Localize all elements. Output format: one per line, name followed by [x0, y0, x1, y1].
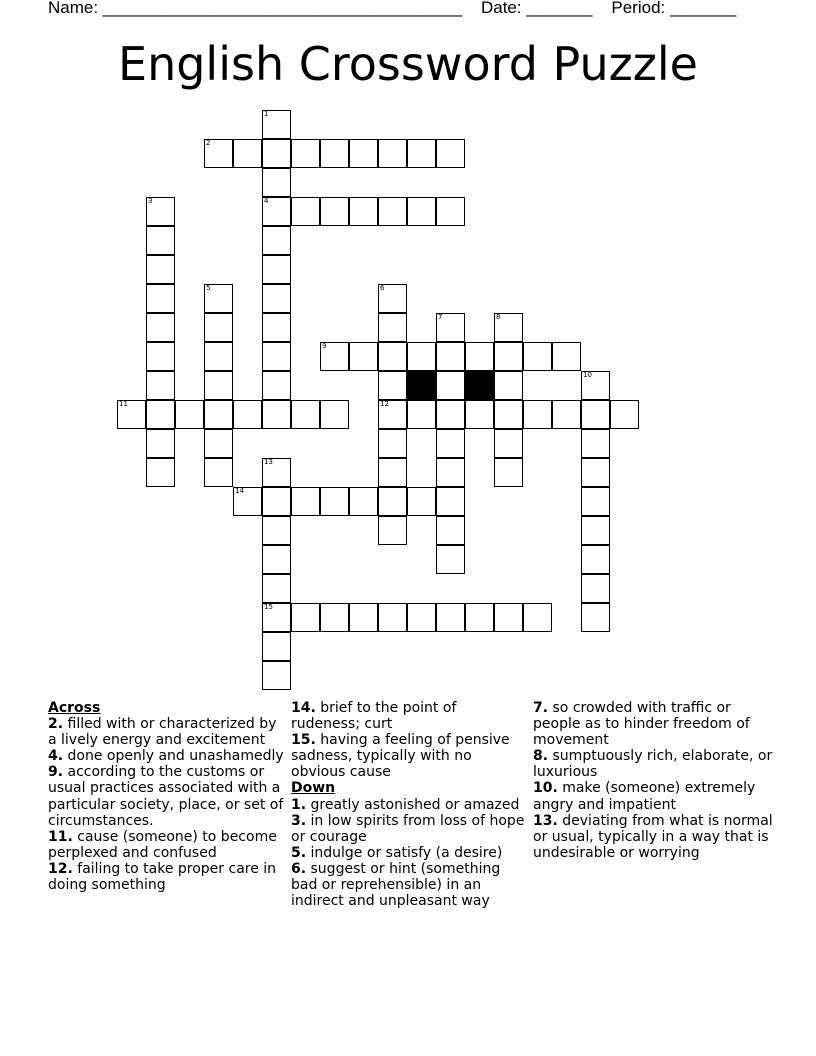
grid-cell[interactable]	[262, 632, 291, 661]
grid-cell[interactable]	[581, 458, 610, 487]
grid-cell[interactable]	[407, 197, 436, 226]
grid-cell[interactable]	[262, 458, 291, 487]
grid-cell[interactable]	[262, 139, 291, 168]
grid-cell[interactable]	[436, 400, 465, 429]
grid-cell[interactable]	[262, 574, 291, 603]
clue-number: 4	[264, 197, 269, 205]
grid-cell[interactable]	[320, 487, 349, 516]
grid-cell[interactable]	[465, 400, 494, 429]
grid-cell[interactable]	[349, 342, 378, 371]
grid-cell[interactable]	[378, 487, 407, 516]
grid-cell[interactable]	[494, 342, 523, 371]
grid-cell[interactable]	[407, 487, 436, 516]
grid-cell[interactable]	[262, 603, 291, 632]
grid-cell[interactable]	[262, 516, 291, 545]
grid-cell[interactable]	[581, 429, 610, 458]
page-title: English Crossword Puzzle	[118, 37, 698, 91]
clue-down-13: 13. deviating from what is normal or usual, typically in a way that is undesirable or worrying	[533, 812, 773, 861]
clue-across-15: 15. having a feeling of pensive sadness, typically with no obvious cause	[291, 732, 510, 781]
grid-cell[interactable]	[146, 371, 175, 400]
grid-cell[interactable]	[378, 313, 407, 342]
clue-column-1	[48, 700, 286, 893]
grid-cell[interactable]	[349, 197, 378, 226]
clue-down-10: 10. make (someone) extremely angry and impatient	[533, 780, 756, 813]
grid-cell[interactable]	[262, 545, 291, 574]
grid-cell[interactable]	[436, 603, 465, 632]
grid-cell[interactable]	[378, 284, 407, 313]
clue-across-4: 4. done openly and unashamedly	[48, 748, 284, 765]
grid-cell[interactable]	[349, 487, 378, 516]
grid-cell[interactable]	[146, 226, 175, 255]
across-heading: Across	[48, 700, 101, 716]
clue-down-5: 5. indulge or satisfy (a desire)	[291, 844, 503, 861]
clue-number: 15	[264, 603, 273, 611]
grid-cell[interactable]	[581, 400, 610, 429]
grid-cell[interactable]	[494, 429, 523, 458]
clue-number: 5	[206, 284, 211, 292]
clue-number: 7	[438, 313, 443, 321]
grid-cell[interactable]	[581, 545, 610, 574]
clue-number: 6	[380, 284, 385, 292]
grid-cell[interactable]	[494, 371, 523, 400]
grid-cell[interactable]	[320, 603, 349, 632]
grid-cell[interactable]	[552, 400, 581, 429]
grid-cell[interactable]	[378, 429, 407, 458]
black-cell	[465, 371, 494, 400]
clue-down-8: 8. sumptuously rich, elaborate, or luxurious	[533, 748, 773, 781]
grid-cell[interactable]	[581, 371, 610, 400]
grid-cell[interactable]	[407, 139, 436, 168]
grid-cell[interactable]	[320, 400, 349, 429]
grid-cell[interactable]	[349, 603, 378, 632]
grid-cell[interactable]	[436, 458, 465, 487]
grid-cell[interactable]	[291, 197, 320, 226]
grid-cell[interactable]	[436, 545, 465, 574]
grid-cell[interactable]	[465, 603, 494, 632]
clue-number: 9	[322, 342, 327, 350]
grid-cell[interactable]	[610, 400, 639, 429]
clue-column-3	[533, 700, 773, 861]
grid-cell[interactable]	[204, 139, 233, 168]
grid-cell[interactable]	[523, 342, 552, 371]
grid-cell[interactable]	[262, 313, 291, 342]
grid-cell[interactable]	[204, 342, 233, 371]
grid-cell[interactable]	[436, 487, 465, 516]
grid-cell[interactable]	[494, 400, 523, 429]
grid-cell[interactable]	[523, 400, 552, 429]
grid-cell[interactable]	[523, 603, 552, 632]
grid-cell[interactable]	[407, 603, 436, 632]
grid-cell[interactable]	[204, 458, 233, 487]
clue-down-3: 3. in low spirits from loss of hope or courage	[291, 812, 525, 845]
grid-cell[interactable]	[291, 603, 320, 632]
grid-cell[interactable]	[436, 313, 465, 342]
grid-cell[interactable]	[291, 139, 320, 168]
grid-cell[interactable]	[436, 197, 465, 226]
clue-down-6: 6. suggest or hint (something bad or reprehensible) in an indirect and unpleasant way	[291, 860, 501, 910]
grid-cell[interactable]	[204, 429, 233, 458]
grid-cell[interactable]	[262, 110, 291, 139]
clue-number: 8	[496, 313, 501, 321]
grid-cell[interactable]	[378, 516, 407, 545]
grid-cell[interactable]	[146, 313, 175, 342]
grid-cell[interactable]	[378, 603, 407, 632]
grid-cell[interactable]	[262, 371, 291, 400]
grid-cell[interactable]	[262, 661, 291, 690]
grid-cell[interactable]	[378, 342, 407, 371]
down-heading: Down	[291, 780, 336, 797]
grid-cell[interactable]	[262, 400, 291, 429]
grid-cell[interactable]	[262, 284, 291, 313]
student-info-line: Name: ______________________________________ Date: _______ Period: _______	[48, 0, 737, 17]
grid-cell[interactable]	[175, 400, 204, 429]
grid-cell[interactable]	[581, 516, 610, 545]
clue-down-1: 1. greatly astonished or amazed	[291, 796, 520, 813]
grid-cell[interactable]	[146, 400, 175, 429]
clue-across-11: 11. cause (someone) to become perplexed and confused	[48, 828, 277, 861]
grid-cell[interactable]	[436, 516, 465, 545]
grid-cell[interactable]	[494, 313, 523, 342]
grid-cell[interactable]	[146, 255, 175, 284]
grid-cell[interactable]	[262, 168, 291, 197]
grid-cell[interactable]	[349, 139, 378, 168]
grid-cell[interactable]	[204, 371, 233, 400]
grid-cell[interactable]	[581, 603, 610, 632]
clue-number: 2	[206, 139, 211, 147]
grid-cell[interactable]	[146, 429, 175, 458]
grid-cell[interactable]	[436, 429, 465, 458]
grid-cell[interactable]	[581, 487, 610, 516]
grid-cell[interactable]	[407, 400, 436, 429]
clue-down-7: 7. so crowded with traffic or people as to hinder freedom of movement	[533, 700, 750, 749]
clue-number: 14	[235, 487, 244, 495]
grid-cell[interactable]	[552, 342, 581, 371]
black-cell	[407, 371, 436, 400]
grid-cell[interactable]	[262, 487, 291, 516]
grid-cell[interactable]	[378, 197, 407, 226]
grid-cell[interactable]	[204, 313, 233, 342]
grid-cell[interactable]	[146, 197, 175, 226]
grid-cell[interactable]	[407, 342, 436, 371]
grid-cell[interactable]	[204, 284, 233, 313]
grid-cell[interactable]	[117, 400, 146, 429]
grid-cell[interactable]	[494, 603, 523, 632]
grid-cell[interactable]	[146, 458, 175, 487]
grid-cell[interactable]	[262, 226, 291, 255]
grid-cell[interactable]	[465, 342, 494, 371]
grid-cell[interactable]	[378, 400, 407, 429]
grid-cell[interactable]	[436, 371, 465, 400]
grid-cell[interactable]	[378, 371, 407, 400]
clue-across-14: 14. brief to the point of rudeness; curt	[291, 700, 457, 733]
clue-number: 11	[119, 400, 128, 408]
grid-cell[interactable]	[436, 139, 465, 168]
grid-cell[interactable]	[436, 342, 465, 371]
clue-across-12: 12. failing to take proper care in doing something	[48, 860, 277, 894]
grid-cell[interactable]	[291, 487, 320, 516]
grid-cell[interactable]	[494, 458, 523, 487]
clue-number: 3	[148, 197, 153, 205]
grid-cell[interactable]	[320, 197, 349, 226]
grid-cell[interactable]	[262, 197, 291, 226]
grid-cell[interactable]	[378, 458, 407, 487]
clue-number: 10	[583, 371, 592, 379]
grid-cell[interactable]	[378, 139, 407, 168]
grid-cell[interactable]	[581, 574, 610, 603]
grid-cell[interactable]	[320, 342, 349, 371]
grid-cell[interactable]	[146, 284, 175, 313]
grid-cell[interactable]	[233, 400, 262, 429]
clue-number: 12	[380, 400, 389, 408]
grid-cell[interactable]	[262, 342, 291, 371]
clue-column-2	[291, 700, 527, 909]
grid-cell[interactable]	[204, 400, 233, 429]
clue-number: 13	[264, 458, 273, 466]
grid-cell[interactable]	[291, 400, 320, 429]
clue-across-2: 2. filled with or characterized by a lively energy and excitement	[48, 716, 277, 749]
grid-cell[interactable]	[320, 139, 349, 168]
grid-cell[interactable]	[146, 342, 175, 371]
clue-number: 1	[264, 110, 269, 118]
grid-cell[interactable]	[233, 487, 262, 516]
clue-across-9: 9. according to the customs or usual practices associated with a particular society, place, or set of circumstances.	[48, 764, 284, 829]
grid-cell[interactable]	[233, 139, 262, 168]
grid-cell[interactable]	[262, 255, 291, 284]
